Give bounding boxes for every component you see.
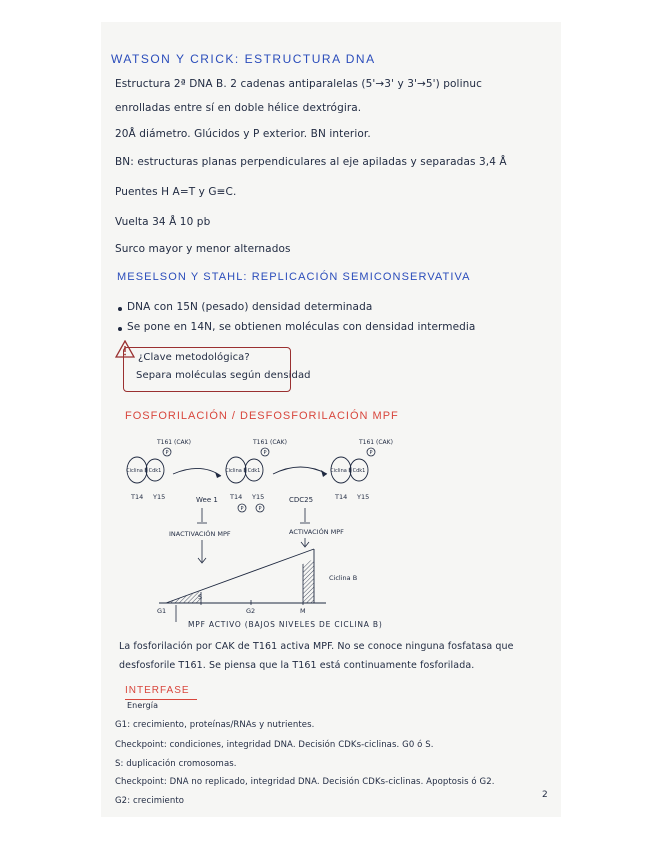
inact-label: INACTIVACIÓN MPF — [169, 530, 231, 538]
bullet-dot — [118, 307, 122, 311]
meselson-bullet-1: DNA con 15N (pesado) densidad determinada — [127, 301, 373, 313]
warning-box — [123, 347, 311, 392]
t161-label: T161 (CAK) — [157, 439, 191, 446]
interfase-subtitle: Energía — [127, 701, 159, 710]
interfase-line-2: Checkpoint: condiciones, integridad DNA. Decisión CDKs-ciclinas. G0 ó S. — [115, 740, 434, 750]
interfase-line-3: S: duplicación cromosomas. — [115, 759, 237, 769]
t161-label: T161 (CAK) — [359, 439, 393, 446]
phosphate-label: P — [369, 450, 373, 456]
arrowhead — [321, 470, 327, 477]
phosphate-label: P — [258, 506, 262, 512]
interfase-line-4: Checkpoint: DNA no replicado, integridad DNA. Decisión CDKs-ciclinas. Apoptosis ó G2. — [115, 777, 495, 787]
mpf-active-label: MPF ACTIVO (BAJOS NIVELES DE CICLINA B) — [188, 620, 383, 629]
warning-answer: Separa moléculas según densidad — [136, 370, 311, 381]
mpf-active-area-2 — [303, 559, 314, 603]
cdk1-label: Cdk1 — [352, 468, 366, 474]
cdk1-label: Cdk1 — [148, 468, 162, 474]
warning-question: ¿Clave metodológica? — [138, 352, 250, 363]
mpf-active-arrow — [176, 605, 185, 622]
meselson-bullet-2: Se pone en 14N, se obtienen moléculas con densidad intermedia — [127, 321, 476, 333]
arrow-wee1 — [173, 468, 221, 476]
t14-label: T14 — [230, 493, 243, 501]
section-title-watson: WATSON Y CRICK: ESTRUCTURA DNA — [111, 52, 376, 66]
phosphate-label: P — [240, 506, 244, 512]
mpf-diagram — [101, 422, 561, 622]
watson-line-1: Estructura 2ª DNA B. 2 cadenas antiparalelas (5'→3' y 3'→5') polinuc — [115, 78, 482, 90]
mpf-complex-2 — [225, 439, 287, 512]
section-title-fosfo: FOSFORILACIÓN / DESFOSFORILACIÓN MPF — [125, 410, 399, 422]
mpf-complex-1 — [126, 439, 191, 501]
section-title-interfase: INTERFASE — [125, 685, 190, 696]
phase-s: S — [198, 593, 203, 601]
t161-label: T161 (CAK) — [253, 439, 287, 446]
page-number: 2 — [542, 790, 548, 800]
section-title-meselson: MESELSON Y STAHL: REPLICACIÓN SEMICONSERVATIVA — [117, 271, 471, 283]
phosphate-label: P — [165, 450, 169, 456]
ciclina-label: Ciclina B — [126, 468, 148, 474]
title-underline — [125, 699, 197, 700]
mpf-complex-3 — [330, 439, 393, 501]
bullet-dot — [118, 327, 122, 331]
interfase-line-1: G1: crecimiento, proteínas/RNAs y nutrientes. — [115, 720, 315, 730]
watson-line-7: Surco mayor y menor alternados — [115, 243, 291, 255]
ciclina-label: Ciclina B — [225, 468, 247, 474]
ciclina-b-label: Ciclina B — [329, 574, 358, 582]
ciclina-line — [166, 549, 314, 603]
y15-label: Y15 — [357, 493, 370, 501]
watson-line-5: Puentes H A=T y G≡C. — [115, 186, 237, 198]
phosphate-label: P — [263, 450, 267, 456]
fosfo-paragraph-2: desfosforile T161. Se piensa que la T161 está continuamente fosforilada. — [119, 660, 475, 671]
y15-label: Y15 — [153, 493, 166, 501]
t14-label: T14 — [131, 493, 144, 501]
act-label: ACTIVACIÓN MPF — [289, 528, 344, 536]
t14-label: T14 — [335, 493, 348, 501]
phase-g1: G1 — [157, 607, 167, 615]
phase-m: M — [300, 607, 306, 615]
watson-line-3: 20Å diámetro. Glúcidos y P exterior. BN interior. — [115, 128, 371, 140]
watson-line-6: Vuelta 34 Å 10 pb — [115, 216, 211, 228]
wee1-label: Wee 1 — [196, 496, 218, 504]
fosfo-paragraph-1: La fosforilación por CAK de T161 activa MPF. No se conoce ninguna fosfatasa que — [119, 641, 514, 652]
interfase-line-5: G2: crecimiento — [115, 796, 185, 806]
ciclina-label: Ciclina B — [330, 468, 352, 474]
notebook-page — [101, 22, 561, 817]
cdc25-label: CDC25 — [289, 496, 314, 504]
watson-line-2: enrolladas entre sí en doble hélice dextrógira. — [115, 102, 362, 114]
arrow-cdc25 — [273, 467, 327, 474]
phase-g2: G2 — [246, 607, 256, 615]
cdk1-label: Cdk1 — [247, 468, 261, 474]
watson-line-4: BN: estructuras planas perpendiculares al eje apiladas y separadas 3,4 Å — [115, 156, 507, 168]
y15-label: Y15 — [252, 493, 265, 501]
